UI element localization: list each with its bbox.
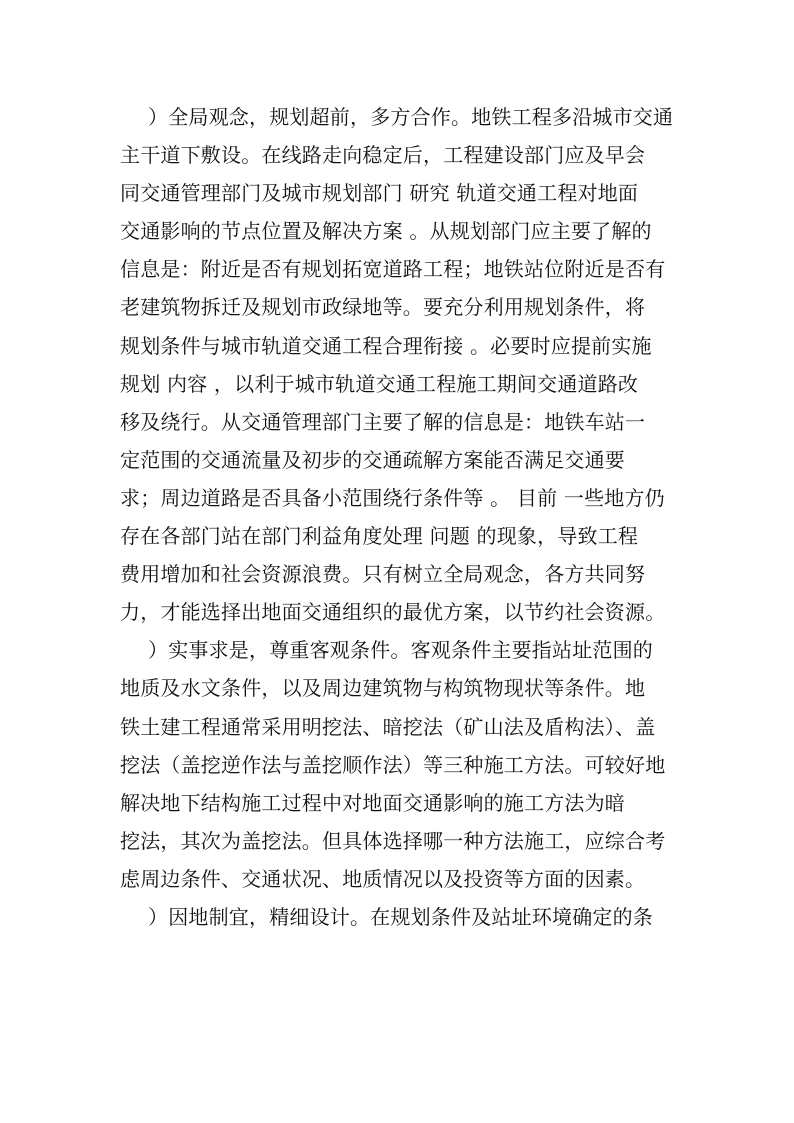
- text-line: 求；周边道路是否具备小范围绕行条件等 。 目前 一些地方仍: [120, 485, 665, 510]
- text-line: 移及绕行。从交通管理部门主要了解的信息是：地铁车站一: [120, 409, 646, 434]
- text-line: 规划 内容 ，以利于城市轨道交通工程施工期间交通道路改: [120, 371, 639, 396]
- text-line: 交通影响的节点位置及解决方案 。从规划部门应主要了解的: [120, 219, 652, 244]
- text-line: 定范围的交通流量及初步的交通疏解方案能否满足交通要: [120, 447, 625, 472]
- text-line: ）实事求是，尊重客观条件。客观条件主要指站址范围的: [148, 638, 653, 663]
- text-line: 费用增加和社会资源浪费。只有树立全局观念，各方共同努: [120, 562, 646, 587]
- text-line: ）因地制宜，精细设计。在规划条件及站址环境确定的条: [148, 904, 653, 929]
- text-line: 挖法，其次为盖挖法。但具体选择哪一种方法施工，应综合考: [120, 828, 666, 853]
- text-line: 虑周边条件、交通状况、地质情况以及投资等方面的因素。: [120, 866, 646, 891]
- text-line: 同交通管理部门及城市规划部门 研究 轨道交通工程对地面: [120, 181, 639, 206]
- text-line: 信息是：附近是否有规划拓宽道路工程；地铁站位附近是否有: [120, 257, 666, 282]
- text-line: 规划条件与城市轨道交通工程合理衔接 。必要时应提前实施: [120, 333, 652, 358]
- text-line: 老建筑物拆迁及规划市政绿地等。要充分利用规划条件，将: [120, 295, 646, 320]
- body-text: [120, 98, 680, 936]
- text-line: 力，才能选择出地面交通组织的最优方案，以节约社会资源。: [120, 600, 666, 625]
- text-line: 主干道下敷设。在线路走向稳定后，工程建设部门应及早会: [120, 143, 646, 168]
- text-line: 解决地下结构施工过程中对地面交通影响的施工方法为暗: [120, 790, 625, 815]
- text-line: 挖法（盖挖逆作法与盖挖顺作法）等三种施工方法。可较好地: [120, 752, 666, 777]
- text-line: 地质及水文条件，以及周边建筑物与构筑物现状等条件。地: [120, 676, 646, 701]
- text-line: 铁土建工程通常采用明挖法、暗挖法（矿山法及盾构法）、盖: [120, 714, 656, 739]
- text-line: ）全局观念，规划超前，多方合作。地铁工程多沿城市交通: [148, 105, 674, 129]
- text-line: 存在各部门站在部门利益角度处理 问题 的现象，导致工程: [120, 524, 639, 549]
